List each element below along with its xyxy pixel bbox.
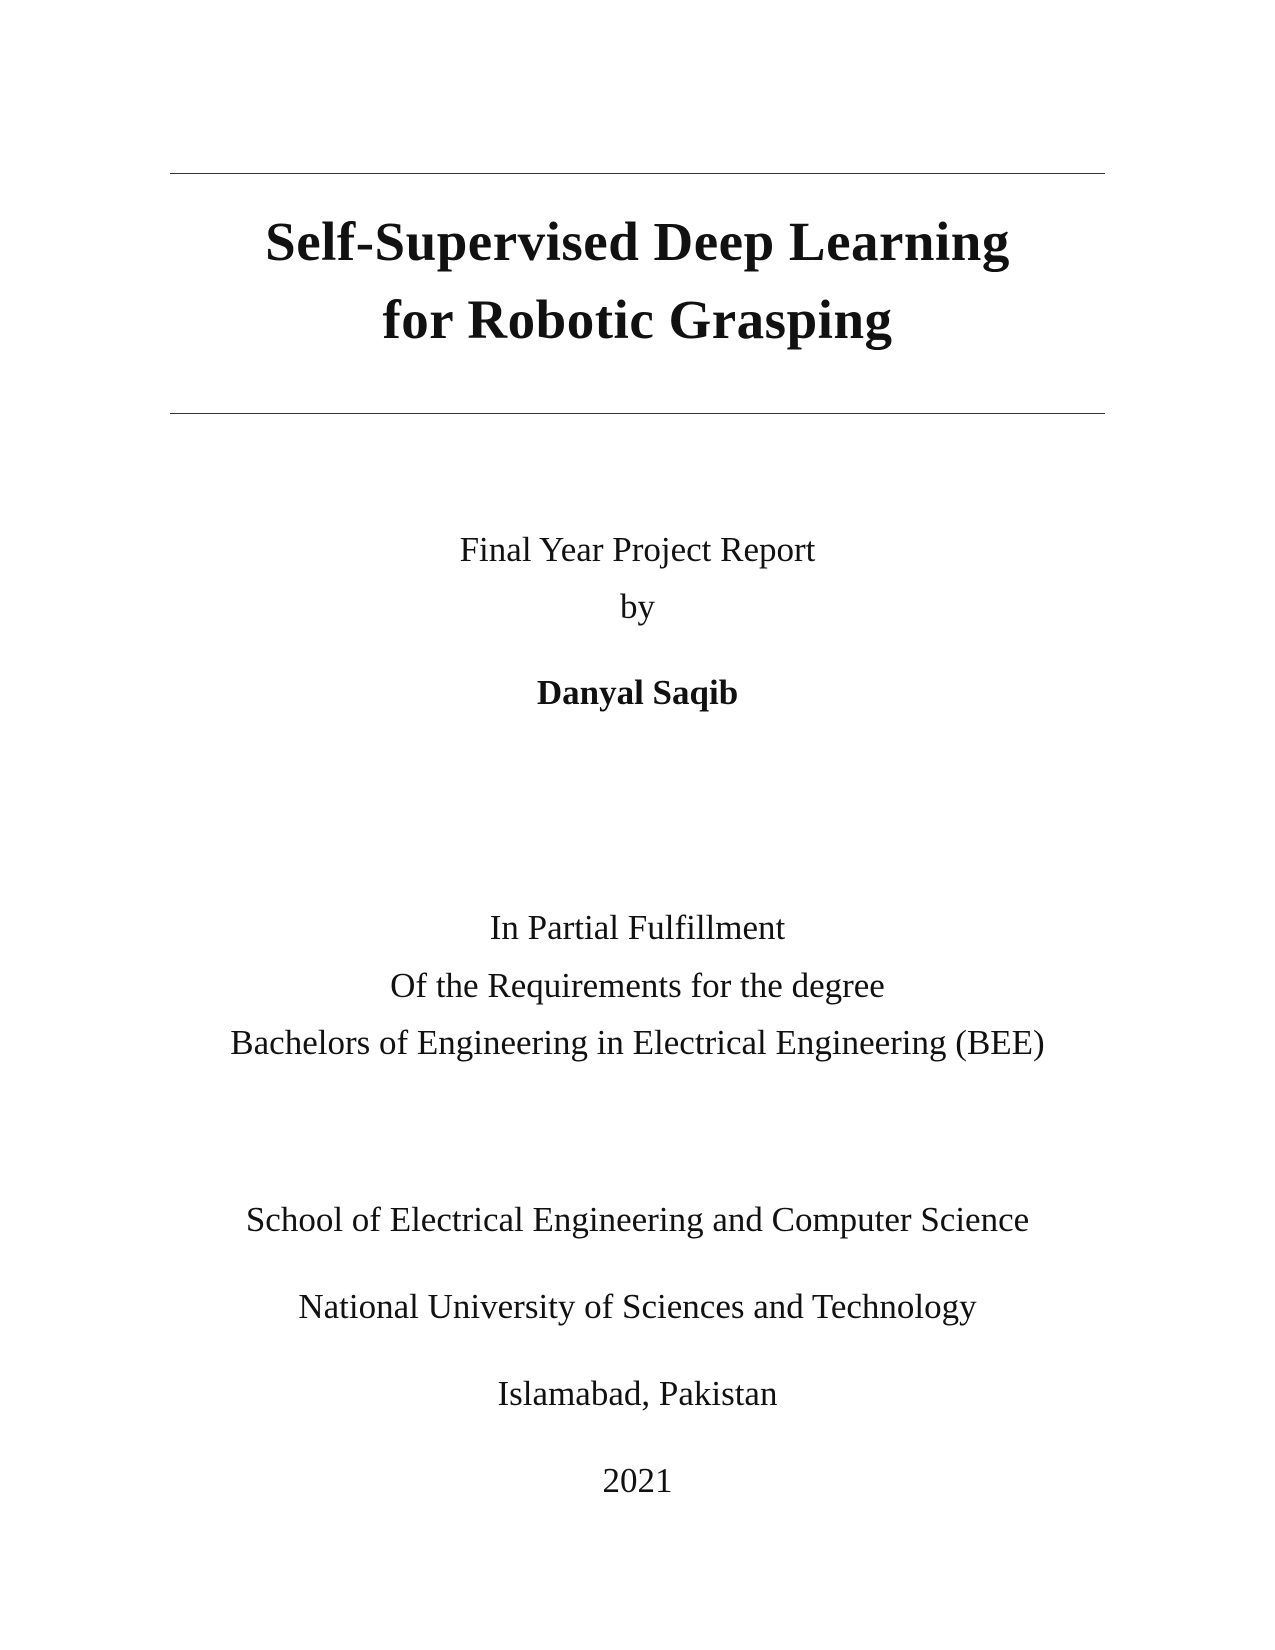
fulfillment-line-2: Of the Requirements for the degree: [390, 966, 885, 1005]
fulfillment-line-3: Bachelors of Engineering in Electrical Engineering (BEE): [230, 1023, 1045, 1062]
location: Islamabad, Pakistan: [497, 1374, 778, 1413]
top-rule: [170, 173, 1105, 174]
year: 2021: [602, 1461, 673, 1500]
school-name: School of Electrical Engineering and Computer Science: [245, 1200, 1030, 1239]
title-line-2: for Robotic Grasping: [382, 289, 893, 350]
bottom-rule: [170, 413, 1105, 414]
author-name: Danyal Saqib: [536, 673, 739, 712]
fulfillment-line-1: In Partial Fulfillment: [489, 908, 786, 947]
report-type: Final Year Project Report: [459, 530, 816, 569]
university-name: National University of Sciences and Technology: [298, 1287, 977, 1326]
title-line-1: Self-Supervised Deep Learning: [265, 211, 1010, 272]
by-label: by: [620, 587, 655, 626]
